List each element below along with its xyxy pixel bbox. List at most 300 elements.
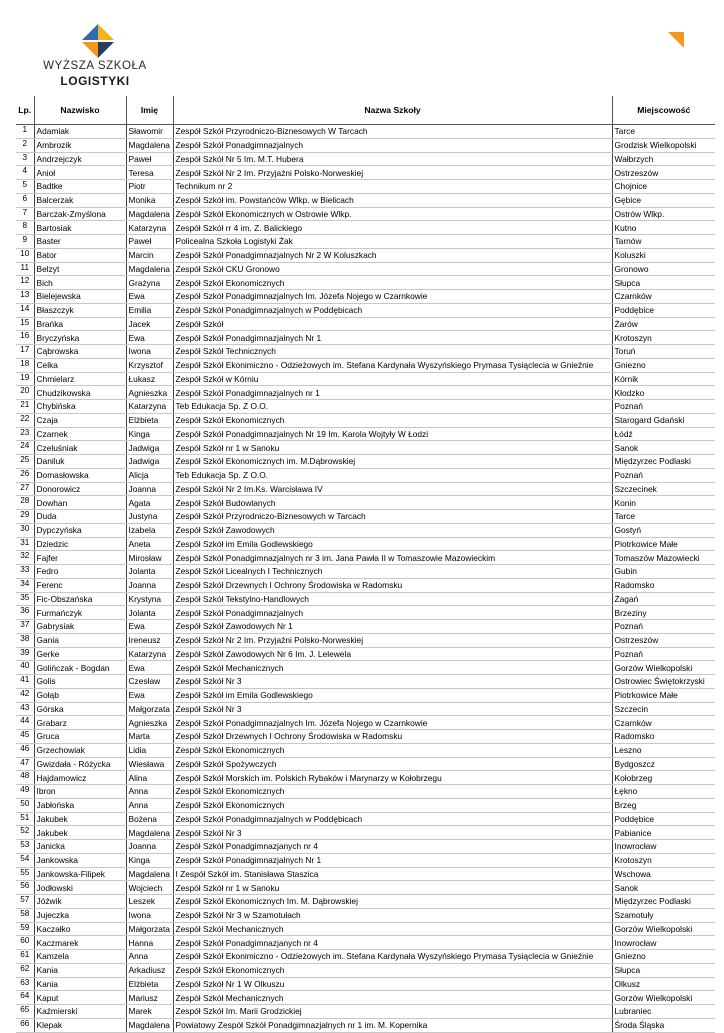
table-row	[16, 716, 715, 730]
table-row	[16, 881, 715, 895]
cell-first-name: Joanna	[126, 482, 173, 496]
cell-first-name: Katarzyna	[126, 400, 173, 414]
cell-city: Toruń	[612, 345, 715, 359]
cell-row-number: 50	[16, 798, 34, 812]
cell-first-name: Paweł	[126, 152, 173, 166]
cell-first-name: Joanna	[126, 840, 173, 854]
cell-city: Gronowo	[612, 262, 715, 276]
table-row	[16, 482, 715, 496]
cell-city: Poznań	[612, 647, 715, 661]
cell-surname: Andrzejczyk	[34, 152, 126, 166]
cell-school-name: Zespół Szkół Ekonomicznych	[173, 785, 612, 799]
cell-surname: Gwizdała - Różycka	[34, 757, 126, 771]
cell-first-name: Łukasz	[126, 372, 173, 386]
cell-first-name: Kinga	[126, 427, 173, 441]
table-row	[16, 303, 715, 317]
cell-school-name: Policealna Szkoła Logistyki Żak	[173, 235, 612, 249]
cell-surname: Bich	[34, 276, 126, 290]
cell-city: Słupca	[612, 963, 715, 977]
cell-city: Krotoszyn	[612, 331, 715, 345]
cell-school-name: Zespół Szkół Ponadgimnazjalnych nr 3 im. Jana Pawła II w Tomaszowie Mazowieckim	[173, 551, 612, 565]
cell-first-name: Lidia	[126, 743, 173, 757]
cell-first-name: Małgorzata	[126, 922, 173, 936]
table-row	[16, 537, 715, 551]
cell-city: Tarce	[612, 125, 715, 139]
cell-city: Gorzów Wielkopolski	[612, 922, 715, 936]
cell-surname: Jóźwik	[34, 895, 126, 909]
table-row	[16, 895, 715, 909]
cell-school-name: Zespół Szkół Ekonomicznych	[173, 276, 612, 290]
cell-school-name: Zespół Szkół CKU Gronowo	[173, 262, 612, 276]
table-row	[16, 235, 715, 249]
cell-city: Ostrów Wlkp.	[612, 207, 715, 221]
cell-school-name: Zespół Szkół im Emila Godlewskiego	[173, 537, 612, 551]
cell-surname: Brańka	[34, 317, 126, 331]
cell-first-name: Sławomir	[126, 125, 173, 139]
cell-city: Szczecin	[612, 702, 715, 716]
table-row	[16, 193, 715, 207]
cell-city: Pabianice	[612, 826, 715, 840]
table-row	[16, 950, 715, 964]
cell-first-name: Kinga	[126, 853, 173, 867]
cell-first-name: Magdalena	[126, 262, 173, 276]
cell-surname: Bartosiak	[34, 221, 126, 235]
cell-surname: Kamzela	[34, 950, 126, 964]
cell-surname: Bryczyńska	[34, 331, 126, 345]
table-row	[16, 551, 715, 565]
table-row	[16, 647, 715, 661]
table-row	[16, 455, 715, 469]
table-row	[16, 688, 715, 702]
table-row	[16, 207, 715, 221]
cell-school-name: Zespół Szkół Im. Marii Grodzickiej	[173, 1005, 612, 1019]
cell-row-number: 38	[16, 633, 34, 647]
cell-city: Gubin	[612, 565, 715, 579]
cell-row-number: 32	[16, 551, 34, 565]
cell-first-name: Wiesława	[126, 757, 173, 771]
cell-row-number: 4	[16, 166, 34, 180]
cell-row-number: 14	[16, 303, 34, 317]
column-header-school: Nazwa Szkoły	[173, 96, 612, 125]
cell-city: Gostyń	[612, 523, 715, 537]
cell-city: Gniezno	[612, 950, 715, 964]
cell-school-name: Zespół Szkół Ekonomicznych	[173, 798, 612, 812]
cell-school-name: Zespół Szkół Ekonomicznych	[173, 963, 612, 977]
cell-school-name: Zespół Szkół	[173, 317, 612, 331]
cell-first-name: Iwona	[126, 908, 173, 922]
cell-first-name: Magdalena	[126, 207, 173, 221]
table-row	[16, 221, 715, 235]
cell-school-name: Zespół Szkół Nr 5 Im. M.T. Hubera	[173, 152, 612, 166]
cell-city: Koluszki	[612, 248, 715, 262]
cell-surname: Grzechowiak	[34, 743, 126, 757]
cell-surname: Celka	[34, 358, 126, 372]
cell-first-name: Ireneusz	[126, 633, 173, 647]
cell-city: Wałbrzych	[612, 152, 715, 166]
cell-surname: Furmańczyk	[34, 606, 126, 620]
column-header-city: Miejscowość	[612, 96, 715, 125]
cell-school-name: Zespół Szkół Ponadgimnazjalnych Nr 1	[173, 853, 612, 867]
cell-surname: Kania	[34, 977, 126, 991]
cell-city: Poznań	[612, 400, 715, 414]
cell-city: Kołobrzeg	[612, 771, 715, 785]
cell-surname: Badtke	[34, 180, 126, 194]
cell-city: Piotrkowice Małe	[612, 537, 715, 551]
cell-row-number: 39	[16, 647, 34, 661]
cell-city: Słupca	[612, 276, 715, 290]
cell-row-number: 42	[16, 688, 34, 702]
cell-school-name: Zespół Szkół Technicznych	[173, 345, 612, 359]
cell-row-number: 13	[16, 290, 34, 304]
cell-school-name: Zespół Szkół Mechanicznych	[173, 991, 612, 1005]
cell-first-name: Marcin	[126, 248, 173, 262]
cell-first-name: Iwona	[126, 345, 173, 359]
cell-surname: Barczak-Zmyślona	[34, 207, 126, 221]
table-row	[16, 468, 715, 482]
cell-row-number: 29	[16, 510, 34, 524]
cell-city: Czarnków	[612, 290, 715, 304]
table-row	[16, 441, 715, 455]
logo-icon	[78, 22, 118, 62]
cell-city: Żarów	[612, 317, 715, 331]
table-row	[16, 730, 715, 744]
cell-city: Żagań	[612, 592, 715, 606]
table-row	[16, 331, 715, 345]
cell-city: Ostrowiec Świętokrzyski	[612, 675, 715, 689]
cell-row-number: 17	[16, 345, 34, 359]
cell-surname: Balcerzak	[34, 193, 126, 207]
table-row	[16, 180, 715, 194]
cell-school-name: Zespół Szkół Licealnych I Technicznych	[173, 565, 612, 579]
cell-first-name: Jadwiga	[126, 441, 173, 455]
table-row	[16, 510, 715, 524]
cell-city: Kutno	[612, 221, 715, 235]
cell-surname: Anioł	[34, 166, 126, 180]
cell-city: Gorzów Wielkopolski	[612, 661, 715, 675]
cell-surname: Jujeczka	[34, 908, 126, 922]
table-row	[16, 345, 715, 359]
cell-school-name: I Zespół Szkół im. Stanisława Staszica	[173, 867, 612, 881]
table-row	[16, 592, 715, 606]
cell-surname: Ibron	[34, 785, 126, 799]
cell-row-number: 53	[16, 840, 34, 854]
cell-row-number: 1	[16, 125, 34, 139]
cell-school-name: Powiatowy Zespół Szkół Ponadgimnazjalnych nr 1 im. M. Kopernika	[173, 1018, 612, 1032]
cell-school-name: Zespół Szkół Ponadgimnazjalnych Im. Józefa Nojego w Czarnkowie	[173, 716, 612, 730]
cell-row-number: 9	[16, 235, 34, 249]
cell-city: Tarce	[612, 510, 715, 524]
cell-city: Starogard Gdański	[612, 413, 715, 427]
cell-school-name: Zespół Szkół Nr 2 Im. Przyjaźni Polsko-Norweskiej	[173, 166, 612, 180]
cell-row-number: 24	[16, 441, 34, 455]
cell-first-name: Magdalena	[126, 826, 173, 840]
table-header-row	[16, 96, 715, 125]
cell-city: Międzyrzec Podlaski	[612, 895, 715, 909]
cell-row-number: 10	[16, 248, 34, 262]
cell-row-number: 33	[16, 565, 34, 579]
cell-row-number: 28	[16, 496, 34, 510]
cell-school-name: Zespół Szkół Mechanicznych	[173, 922, 612, 936]
cell-first-name: Elżbieta	[126, 413, 173, 427]
cell-school-name: Zespół Szkół Nr 2 Im.Ks. Warcisława IV	[173, 482, 612, 496]
cell-surname: Ambrozik	[34, 138, 126, 152]
cell-school-name: Zespół Szkół Zawodowych	[173, 523, 612, 537]
cell-row-number: 35	[16, 592, 34, 606]
cell-school-name: Zespół Szkół Nr 3	[173, 826, 612, 840]
cell-surname: Gerke	[34, 647, 126, 661]
table-row	[16, 798, 715, 812]
cell-surname: Jankowska	[34, 853, 126, 867]
cell-city: Poznań	[612, 620, 715, 634]
cell-city: Radomsko	[612, 578, 715, 592]
cell-school-name: Zespół Szkół im Emila Godlewskiego	[173, 688, 612, 702]
table-row	[16, 276, 715, 290]
cell-city: Konin	[612, 496, 715, 510]
cell-first-name: Leszek	[126, 895, 173, 909]
cell-city: Międzyrzec Podlaski	[612, 455, 715, 469]
cell-surname: Gruca	[34, 730, 126, 744]
column-header-firstname: Imię	[126, 96, 173, 125]
cell-city: Sanok	[612, 881, 715, 895]
cell-row-number: 49	[16, 785, 34, 799]
cell-row-number: 6	[16, 193, 34, 207]
table-row	[16, 853, 715, 867]
table-row	[16, 812, 715, 826]
cell-city: Inowrocław	[612, 936, 715, 950]
table-row	[16, 400, 715, 414]
cell-row-number: 31	[16, 537, 34, 551]
cell-row-number: 36	[16, 606, 34, 620]
table-row	[16, 358, 715, 372]
cell-city: Gębice	[612, 193, 715, 207]
cell-surname: Domasłowska	[34, 468, 126, 482]
cell-surname: Duda	[34, 510, 126, 524]
cell-first-name: Justyna	[126, 510, 173, 524]
cell-surname: Czarnek	[34, 427, 126, 441]
cell-city: Środa Śląska	[612, 1018, 715, 1032]
cell-school-name: Zespół Szkół Ekonomicznych	[173, 743, 612, 757]
cell-row-number: 30	[16, 523, 34, 537]
column-header-surname: Nazwisko	[34, 96, 126, 125]
cell-school-name: Zespół Szkół Zawodowych Nr 1	[173, 620, 612, 634]
cell-city: Brzeg	[612, 798, 715, 812]
cell-city: Gorzów Wielkopolski	[612, 991, 715, 1005]
cell-surname: Fajfer	[34, 551, 126, 565]
cell-row-number: 44	[16, 716, 34, 730]
table-row	[16, 496, 715, 510]
cell-city: Poddębice	[612, 812, 715, 826]
cell-surname: Bator	[34, 248, 126, 262]
cell-first-name: Ewa	[126, 620, 173, 634]
cell-surname: Chudzikowska	[34, 386, 126, 400]
cell-school-name: Zespół Szkół Przyrodniczo-Biznesowych W Tarcach	[173, 125, 612, 139]
cell-surname: Kaczmarek	[34, 936, 126, 950]
cell-surname: Bielejewska	[34, 290, 126, 304]
cell-row-number: 57	[16, 895, 34, 909]
cell-first-name: Jadwiga	[126, 455, 173, 469]
cell-school-name: Zespół Szkół Ponadgimnazjalnych nr 1	[173, 386, 612, 400]
cell-surname: Klepak	[34, 1018, 126, 1032]
cell-surname: Czeluśniak	[34, 441, 126, 455]
cell-surname: Dypczyńska	[34, 523, 126, 537]
cell-first-name: Mariusz	[126, 991, 173, 1005]
table-row	[16, 743, 715, 757]
cell-city: Tomaszów Mazowiecki	[612, 551, 715, 565]
cell-first-name: Alina	[126, 771, 173, 785]
cell-surname: Jabłońska	[34, 798, 126, 812]
table-row	[16, 1005, 715, 1019]
cell-first-name: Alicja	[126, 468, 173, 482]
cell-surname: Jodłowski	[34, 881, 126, 895]
table-row	[16, 757, 715, 771]
cell-school-name: Zespół Szkół Ponadgimnazjalnych Nr 1	[173, 331, 612, 345]
cell-row-number: 26	[16, 468, 34, 482]
cell-row-number: 46	[16, 743, 34, 757]
cell-city: Radomsko	[612, 730, 715, 744]
cell-surname: Kaput	[34, 991, 126, 1005]
table-row	[16, 771, 715, 785]
cell-first-name: Magdalena	[126, 138, 173, 152]
cell-school-name: Zespół Szkół Spożywczych	[173, 757, 612, 771]
cell-first-name: Elżbieta	[126, 977, 173, 991]
table-row	[16, 413, 715, 427]
cell-city: Piotrkowice Małe	[612, 688, 715, 702]
cell-city: Wschowa	[612, 867, 715, 881]
cell-surname: Dziedzic	[34, 537, 126, 551]
table-row	[16, 578, 715, 592]
cell-first-name: Katarzyna	[126, 221, 173, 235]
cell-first-name: Wojciech	[126, 881, 173, 895]
cell-school-name: Zespół Szkół Ponadgimnazjanych nr 4	[173, 840, 612, 854]
cell-first-name: Emilia	[126, 303, 173, 317]
cell-surname: Hajdamowicz	[34, 771, 126, 785]
cell-surname: Adamiak	[34, 125, 126, 139]
cell-city: Sanok	[612, 441, 715, 455]
cell-row-number: 20	[16, 386, 34, 400]
cell-school-name: Teb Edukacja Sp. Z O.O.	[173, 468, 612, 482]
cell-school-name: Zespół Szkół Ekonomicznych im. M.Dąbrowskiej	[173, 455, 612, 469]
table-row	[16, 565, 715, 579]
cell-first-name: Krzysztof	[126, 358, 173, 372]
cell-school-name: Zespół Szkół Nr 1 W Olkuszu	[173, 977, 612, 991]
cell-school-name: Zespół Szkół Budowlanych	[173, 496, 612, 510]
cell-surname: Fic-Obszańska	[34, 592, 126, 606]
cell-city: Grodzisk Wielkopolski	[612, 138, 715, 152]
table-row	[16, 317, 715, 331]
cell-row-number: 58	[16, 908, 34, 922]
cell-city: Leszno	[612, 743, 715, 757]
corner-triangle-icon	[668, 32, 684, 48]
cell-row-number: 63	[16, 977, 34, 991]
cell-row-number: 43	[16, 702, 34, 716]
cell-first-name: Bożena	[126, 812, 173, 826]
cell-row-number: 16	[16, 331, 34, 345]
cell-surname: Chybińska	[34, 400, 126, 414]
page-header	[0, 0, 724, 96]
cell-first-name: Jacek	[126, 317, 173, 331]
cell-first-name: Hanna	[126, 936, 173, 950]
cell-school-name: Zespół Szkół nr 1 w Sanoku	[173, 441, 612, 455]
cell-row-number: 25	[16, 455, 34, 469]
cell-row-number: 19	[16, 372, 34, 386]
cell-row-number: 15	[16, 317, 34, 331]
table-row	[16, 606, 715, 620]
cell-first-name: Izabela	[126, 523, 173, 537]
table-row	[16, 248, 715, 262]
logo-text-line1: WYŻSZA SZKOŁA	[43, 60, 147, 72]
cell-row-number: 22	[16, 413, 34, 427]
cell-surname: Gania	[34, 633, 126, 647]
cell-city: Kłodzko	[612, 386, 715, 400]
cell-school-name: Zespół Szkół Ponadgimnazjalnych	[173, 138, 612, 152]
table-row	[16, 427, 715, 441]
table-row	[16, 262, 715, 276]
cell-row-number: 51	[16, 812, 34, 826]
cell-row-number: 11	[16, 262, 34, 276]
cell-first-name: Jolanta	[126, 606, 173, 620]
cell-row-number: 40	[16, 661, 34, 675]
cell-school-name: Zespół Szkół Zawodowych Nr 6 Im. J. Lelewela	[173, 647, 612, 661]
cell-row-number: 61	[16, 950, 34, 964]
cell-row-number: 18	[16, 358, 34, 372]
cell-surname: Górska	[34, 702, 126, 716]
cell-school-name: Zespół Szkół Ekonomicznych w Ostrowie Wlkp.	[173, 207, 612, 221]
cell-school-name: Zespół Szkół Ponadgimnazjalnych Nr 2 W Koluszkach	[173, 248, 612, 262]
cell-surname: Fedro	[34, 565, 126, 579]
cell-surname: Golis	[34, 675, 126, 689]
cell-first-name: Jolanta	[126, 565, 173, 579]
cell-school-name: Zespół Szkół Ponadgimnazjalnych w Poddębicach	[173, 303, 612, 317]
table-row	[16, 936, 715, 950]
cell-city: Łódź	[612, 427, 715, 441]
table-row	[16, 152, 715, 166]
table-row	[16, 991, 715, 1005]
cell-school-name: Zespół Szkół Ponadgimnazjalnych	[173, 606, 612, 620]
cell-first-name: Arkadiusz	[126, 963, 173, 977]
cell-surname: Ferenc	[34, 578, 126, 592]
cell-first-name: Agata	[126, 496, 173, 510]
cell-first-name: Marta	[126, 730, 173, 744]
cell-row-number: 64	[16, 991, 34, 1005]
cell-first-name: Anna	[126, 798, 173, 812]
table-row	[16, 633, 715, 647]
cell-first-name: Małgorzata	[126, 702, 173, 716]
table-row	[16, 166, 715, 180]
cell-row-number: 62	[16, 963, 34, 977]
cell-first-name: Paweł	[126, 235, 173, 249]
logo-text-line2: LOGISTYKI	[60, 74, 130, 88]
cell-surname: Donorowicz	[34, 482, 126, 496]
cell-city: Bydgoszcz	[612, 757, 715, 771]
table-row	[16, 523, 715, 537]
cell-first-name: Krystyna	[126, 592, 173, 606]
cell-row-number: 59	[16, 922, 34, 936]
cell-city: Inowrocław	[612, 840, 715, 854]
table-row	[16, 785, 715, 799]
cell-first-name: Agnieszka	[126, 716, 173, 730]
cell-first-name: Joanna	[126, 578, 173, 592]
cell-first-name: Anna	[126, 950, 173, 964]
cell-first-name: Grażyna	[126, 276, 173, 290]
cell-city: Ostrzeszów	[612, 166, 715, 180]
table-row	[16, 908, 715, 922]
cell-city: Chojnice	[612, 180, 715, 194]
cell-school-name: Zespół Szkół nr 1 w Sanoku	[173, 881, 612, 895]
cell-surname: Czaja	[34, 413, 126, 427]
cell-row-number: 7	[16, 207, 34, 221]
cell-surname: Grabarz	[34, 716, 126, 730]
cell-surname: Kania	[34, 963, 126, 977]
